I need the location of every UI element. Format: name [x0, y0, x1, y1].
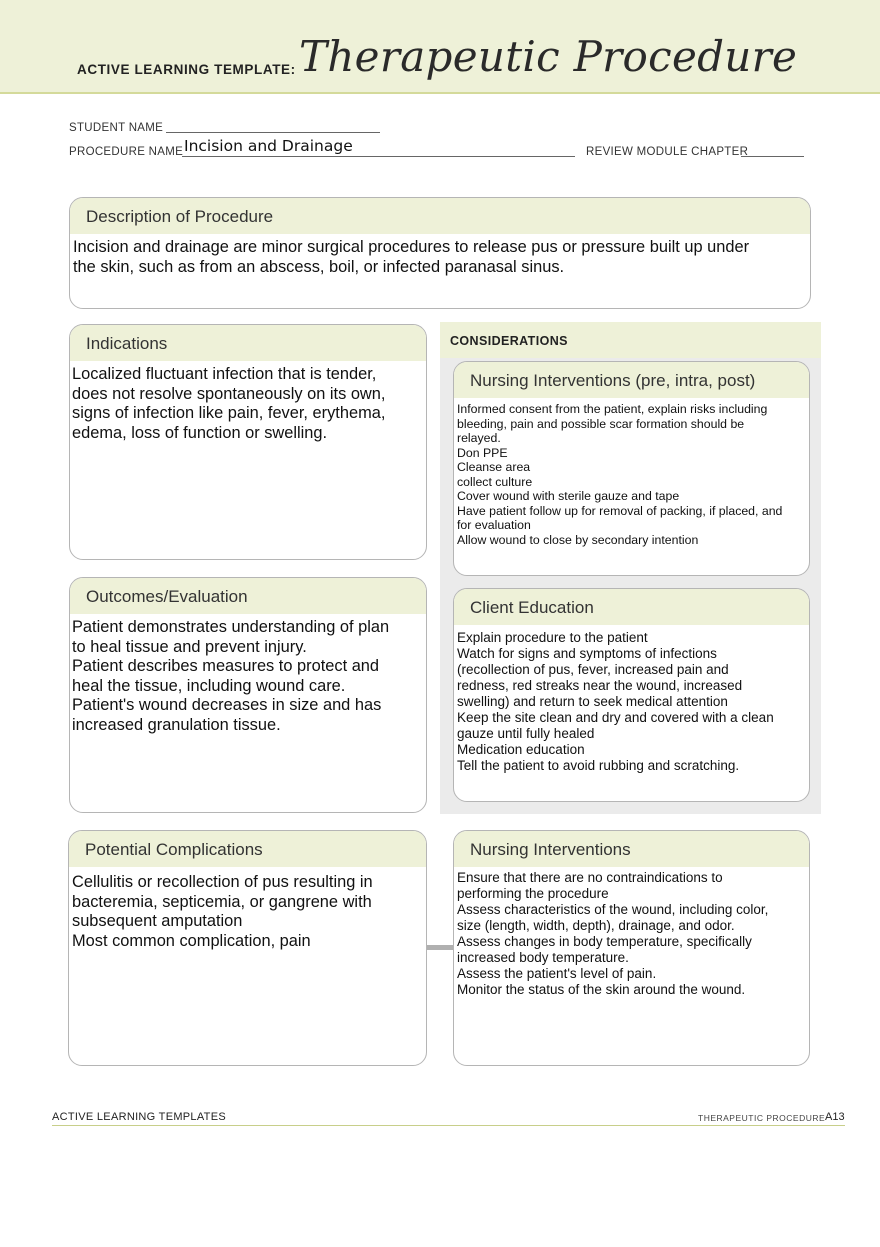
nursing-interventions-heading: Nursing Interventions [454, 831, 809, 867]
nursing-pre-heading: Nursing Interventions (pre, intra, post) [454, 362, 809, 398]
nursing-interventions-text[interactable]: Ensure that there are no contraindications to performing the procedure Assess characteristics of the wound, including color, size (length, width, depth), drainage, and odor. Assess changes in body temperature, specifically increased body temperature. Assess the patient's level of pain. Monitor the status of the skin around the wound. [457, 870, 769, 997]
considerations-heading: CONSIDERATIONS [440, 322, 821, 358]
description-heading: Description of Procedure [70, 198, 810, 234]
footer-left-label: ACTIVE LEARNING TEMPLATES [52, 1111, 226, 1123]
student-name-line [166, 132, 380, 133]
footer-right-label: THERAPEUTIC PROCEDURE [698, 1113, 826, 1123]
indications-heading: Indications [70, 325, 426, 361]
review-module-line [741, 156, 804, 157]
description-text[interactable]: Incision and drainage are minor surgical procedures to release pus or pressure built up under the skin, such as from an abscess, boil, or infected paranasal sinus. [73, 238, 750, 276]
nursing-pre-text[interactable]: Informed consent from the patient, explain risks including bleeding, pain and possible scar formation should be relayed. Don PPE Cleanse area collect culture Cover wound with sterile gauze and tape Have patient follow up for removal of packing, if placed, and for evaluation Allow wound to close by secondary intention [457, 402, 783, 547]
connector-line [427, 945, 454, 950]
client-education-text[interactable]: Explain procedure to the patient Watch for signs and symptoms of infections (recollection of pus, fever, increased pain and redness, red streaks near the wound, increased swelling) and return to seek medical attention Keep the site clean and dry and covered with a clean gauze until fully healed Medication education Tell the patient to avoid rubbing and scratching. [457, 630, 774, 773]
template-label: ACTIVE LEARNING TEMPLATE: [77, 62, 296, 77]
complications-heading: Potential Complications [69, 831, 426, 867]
review-module-label: REVIEW MODULE CHAPTER [586, 146, 749, 158]
student-name-label: STUDENT NAME [69, 122, 164, 134]
footer-page-number: A13 [825, 1111, 845, 1123]
page-title: Therapeutic Procedure [299, 32, 798, 81]
outcomes-heading: Outcomes/Evaluation [70, 578, 426, 614]
client-education-heading: Client Education [454, 589, 809, 625]
procedure-name-line [182, 156, 575, 157]
procedure-name-field[interactable]: Incision and Drainage [184, 137, 353, 155]
outcomes-text[interactable]: Patient demonstrates understanding of plan to heal tissue and prevent injury. Patient describes measures to protect and heal the tissue, including wound care. Patient's wound decreases in size and has increased granulation tissue. [72, 618, 390, 734]
footer-divider [52, 1125, 845, 1126]
indications-text[interactable]: Localized fluctuant infection that is tender, does not resolve spontaneously on its own, signs of infection like pain, fever, erythema, edema, loss of function or swelling. [72, 365, 386, 442]
procedure-name-label: PROCEDURE NAME [69, 146, 184, 158]
complications-text[interactable]: Cellulitis or recollection of pus resulting in bacteremia, septicemia, or gangrene with subsequent amputation Most common complication, pain [72, 873, 373, 950]
